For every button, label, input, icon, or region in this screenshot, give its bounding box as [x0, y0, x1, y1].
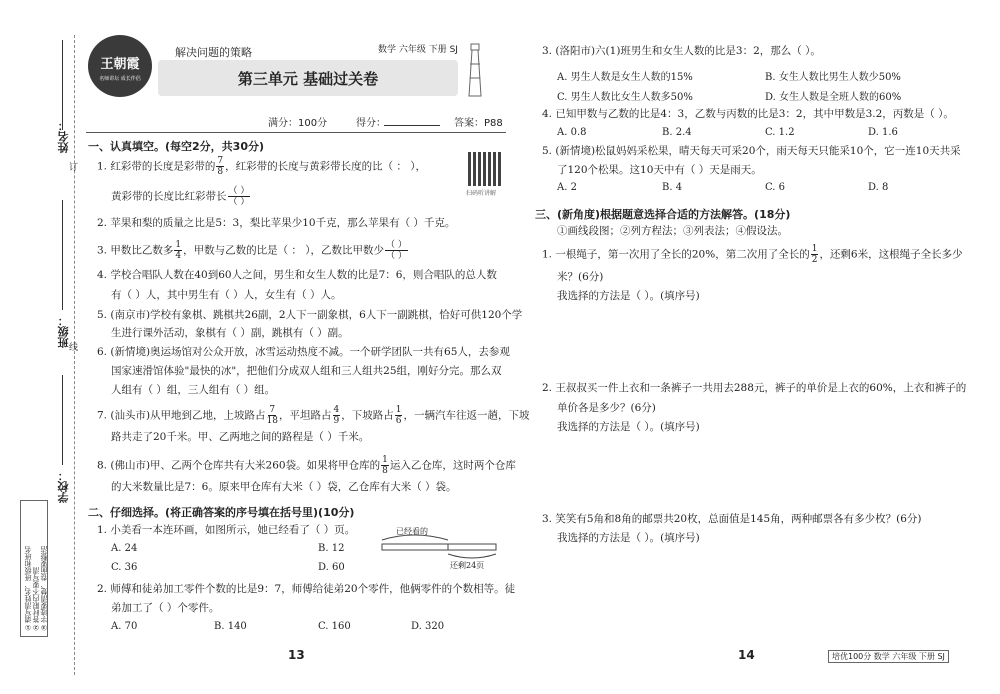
fraction-1-6: $\frac{1}{6}$: [395, 405, 402, 426]
q1-text-a: 1. 红彩带的长度是彩带的: [97, 160, 216, 173]
select-question-2-line2: 弟加工了（ ）个零件。: [111, 602, 220, 614]
section-1-heading: 一、认真填空。(每空2分，共30分): [88, 140, 265, 153]
logo-subtitle: 名师讲坛 成长伴侣: [99, 76, 141, 82]
header-rule: [86, 132, 506, 133]
q7-text-d: ，一辆汽车往返一趟，下坡: [403, 409, 530, 422]
p1-text-a: 1. 一根绳子，第一次用了全长的20%，第二次用了全长的: [542, 248, 810, 261]
fraction-blank-2[interactable]: $\frac{( )}{( )}$: [386, 240, 407, 261]
question-8-line1: [97, 455, 516, 476]
fraction-blank[interactable]: $\frac{( )}{( )}$: [228, 186, 250, 207]
note-3: ③字迹要清楚、卷面要整洁: [40, 546, 48, 631]
ding-mark: 订: [69, 163, 79, 173]
r5-option-d[interactable]: D. 8: [868, 182, 889, 193]
notes-box: [20, 500, 48, 637]
logo-text: 王朝霞: [100, 57, 140, 72]
r5-option-b[interactable]: B. 4: [662, 182, 683, 193]
question-8-line2: 的大米数量比是7：6。原来甲仓库有大米（ ）袋，乙仓库有大米（ ）袋。: [111, 481, 457, 493]
problem-3-method[interactable]: 我选择的方法是（ ）。(填序号): [557, 532, 700, 544]
r4-option-b[interactable]: B. 2.4: [662, 127, 692, 138]
r4-option-c[interactable]: C. 1.2: [765, 127, 795, 138]
fraction-7-8: $\frac{7}{8}$: [217, 156, 224, 177]
s2-option-a[interactable]: A. 70: [111, 621, 138, 632]
class-label: 班级：: [57, 315, 70, 348]
question-4-line1: 4. 学校合唱队人数在40到60人之间，男生和女生人数的比是7：6，则合唱队的总人数: [97, 269, 497, 281]
problem-1-line2: 米？(6分): [557, 271, 604, 283]
question-3: [97, 240, 409, 261]
class-line: [62, 200, 63, 310]
r3-option-b[interactable]: B. 女生人数比男生人数少50%: [765, 72, 901, 83]
q8-text-a: 8. (佛山市)甲、乙两个仓库共有大米260袋。如果将甲仓库的: [97, 459, 381, 472]
select-question-2-line1: 2. 师傅和徒弟加工零件个数的比是9：7，师傅给徒弟20个零件，他俩零件的个数相等。徒: [97, 583, 516, 595]
s2-option-b[interactable]: B. 140: [214, 621, 247, 632]
question-6-line2: 国家速滑馆体验"最快的冰"，把他们分成双人组和三人组共25组，刚好分完。那么双: [111, 365, 502, 377]
s1-option-a[interactable]: A. 24: [111, 543, 138, 554]
methods-list: ①画线段图；②列方程法；③列表法；④假设法。: [557, 225, 788, 237]
reading-progress-figure: [378, 526, 500, 574]
s2-option-d[interactable]: D. 320: [411, 621, 445, 632]
section-3-heading: 三、(新角度)根据题意选择合适的方法解答。(18分): [535, 208, 791, 221]
problem-1-method[interactable]: 我选择的方法是（ ）。(填序号): [557, 290, 700, 302]
subject-info: 数学 六年级 下册 SJ: [378, 45, 458, 55]
strategy-title: 解决问题的策略: [175, 46, 252, 59]
qr-caption: 扫码听讲解: [466, 190, 497, 197]
answer-ref: 答案：P88: [454, 118, 503, 129]
r4-option-a[interactable]: A. 0.8: [557, 127, 587, 138]
score-label: 得分：: [356, 118, 386, 129]
qr-code[interactable]: [468, 152, 502, 186]
note-2: ②答时限内不要写清: [32, 567, 40, 631]
s2-option-c[interactable]: C. 160: [318, 621, 351, 632]
question-1: [97, 156, 426, 177]
logo-badge: [88, 35, 152, 97]
xian-mark: 线: [69, 343, 79, 353]
q1-text-b: ，红彩带的长度与黄彩带长度的比（ ： ），: [225, 160, 427, 173]
s1-option-c[interactable]: C. 36: [111, 562, 138, 573]
right-question-5-line1: 5. (新情境)松鼠妈妈采松果，晴天每天可采20个，雨天每天只能采10个，它一连10天共采: [542, 145, 961, 157]
name-label: 姓名：: [57, 120, 70, 153]
score-line: [384, 125, 440, 126]
lighthouse-icon: [464, 40, 486, 98]
s1-option-b[interactable]: B. 12: [318, 543, 345, 554]
q8-text-b: 运入乙仓库，这时两个仓库: [389, 459, 516, 472]
problem-1-line1: [542, 244, 963, 265]
problem-2-line2: 单价各是多少？(6分): [557, 402, 656, 414]
figure-read-label: 已经看的: [396, 527, 428, 536]
problem-3-line1: 3. 笑笑有5角和8角的邮票共20枚，总面值是145角，两种邮票各有多少枚？(6分): [542, 513, 922, 525]
question-6-line3: 人组有（ ）组，三人组有（ ）组。: [111, 384, 276, 396]
school-line: [62, 375, 63, 465]
section-2-heading: 二、仔细选择。(将正确答案的序号填在括号里)(10分): [88, 506, 355, 519]
r5-option-a[interactable]: A. 2: [557, 182, 577, 193]
page-number-right: 14: [738, 648, 755, 662]
s1-option-d[interactable]: D. 60: [318, 562, 345, 573]
right-question-4: 4. 已知甲数与乙数的比是4：3，乙数与丙数的比是3：2，其中甲数是3.2，丙数是（ ）。: [542, 108, 954, 120]
question-6-line1: 6. (新情境)奥运场馆对公众开放，冰雪运动热度不减。一个研学团队一共有65人，去参观: [97, 346, 510, 358]
question-7-line1: [97, 405, 529, 426]
r5-option-c[interactable]: C. 6: [765, 182, 786, 193]
figure-left-label: 还剩24页: [450, 561, 485, 570]
r3-option-c[interactable]: C. 男生人数比女生人数多50%: [557, 92, 693, 103]
question-7-line2: 路共走了20千米。甲、乙两地之间的路程是（ ）千米。: [111, 431, 370, 443]
name-line: [62, 40, 63, 130]
r3-option-a[interactable]: A. 男生人数是女生人数的15%: [557, 72, 693, 83]
page-number-left: 13: [288, 648, 305, 662]
full-score: 满分：100分: [268, 118, 328, 129]
footer-badge: 培优100分 数学 六年级 下册 SJ: [828, 650, 949, 663]
q7-text-b: ，平坦路占: [279, 409, 332, 422]
q3-text-a: 3. 甲数比乙数多: [97, 244, 174, 257]
r3-option-d[interactable]: D. 女生人数是全班人数的60%: [765, 92, 902, 103]
fraction-1-4: $\frac{1}{4}$: [175, 240, 182, 261]
select-question-1: 1. 小美看一本连环画，如图所示，她已经看了（ ）页。: [97, 524, 356, 536]
right-question-5-line2: 了120个松果。这10天中有（ ）天是雨天。: [557, 164, 762, 176]
question-4-line2: 有（ ）人，其中男生有（ ）人，女生有（ ）人。: [111, 289, 342, 301]
unit-title: 第三单元 基础过关卷: [237, 70, 379, 88]
q1-text-c: 黄彩带的长度比红彩带长: [111, 190, 227, 203]
question-5-line2: 生进行课外活动，象棋有（ ）副，跳棋有（ ）副。: [111, 327, 349, 339]
problem-2-line1: 2. 王叔叔买一件上衣和一条裤子一共用去288元，裤子的单价是上衣的60%，上衣和裤子的: [542, 382, 967, 394]
right-question-3: 3. (洛阳市)六(1)班男生和女生人数的比是3：2，那么（ ）。: [542, 45, 821, 57]
question-1-line2: [111, 186, 251, 207]
school-label: 学校：: [57, 470, 70, 503]
binding-line: [74, 35, 75, 675]
p1-text-b: ，还剩6米，这根绳子全长多少: [819, 248, 963, 261]
fraction-4-9: $\frac{4}{9}$: [333, 405, 340, 426]
fraction-1-8: $\frac{1}{8}$: [382, 455, 388, 476]
problem-2-method[interactable]: 我选择的方法是（ ）。(填序号): [557, 421, 700, 433]
q7-text-c: ，下坡路占: [341, 409, 394, 422]
question-5-line1: 5. (南京市)学校有象棋、跳棋共26副，2人下一副象棋，6人下一副跳棋，恰好可供120个学: [97, 309, 523, 321]
q7-text-a: 7. (汕头市)从甲地到乙地，上坡路占: [97, 409, 266, 422]
question-2: 2. 苹果和梨的质量之比是5：3，梨比苹果少10千克，那么苹果有（ ）千克。: [97, 217, 456, 229]
note-1: ①请写清姓名、班级和班名: [24, 546, 32, 631]
q3-text-b: ，甲数与乙数的比是（ ： ），乙数比甲数少: [183, 244, 385, 257]
r4-option-d[interactable]: D. 1.6: [868, 127, 898, 138]
fraction-1-2: $\frac{1}{2}$: [811, 244, 818, 265]
fraction-7-18: $\frac{7}{18}$: [266, 405, 279, 426]
